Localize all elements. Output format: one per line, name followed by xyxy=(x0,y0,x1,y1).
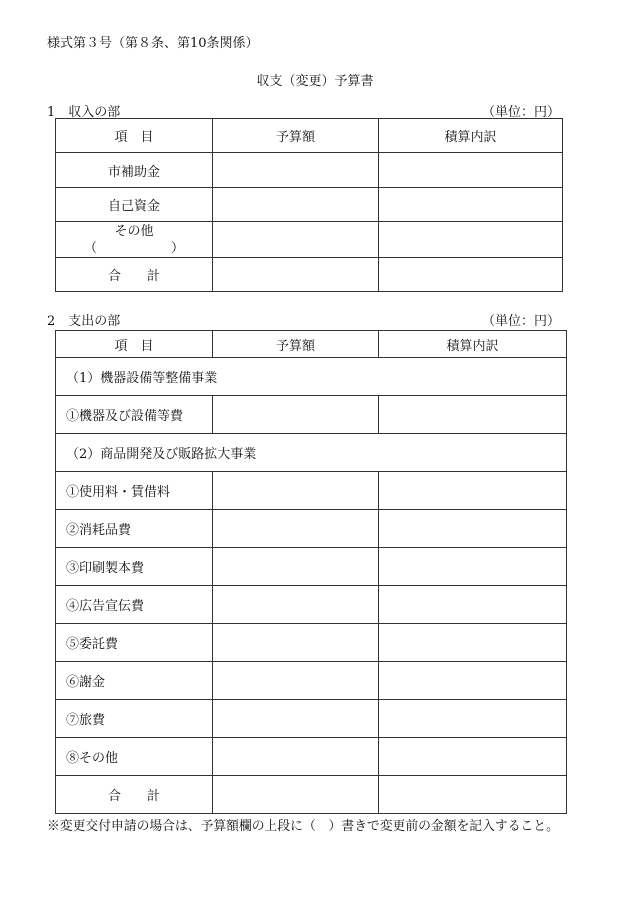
breakdown-cell[interactable] xyxy=(379,222,563,258)
header-breakdown: 積算内訳 xyxy=(379,119,563,153)
breakdown-cell[interactable] xyxy=(379,510,567,548)
footnote: ※変更交付申請の場合は、予算額欄の上段に（ ）書きで変更前の金額を記入すること。 xyxy=(47,819,559,834)
expense-unit: （単位：円） xyxy=(481,314,560,329)
budget-cell[interactable] xyxy=(213,472,379,510)
breakdown-cell[interactable] xyxy=(379,738,567,776)
breakdown-cell[interactable] xyxy=(379,700,567,738)
budget-cell[interactable] xyxy=(213,396,379,434)
budget-cell[interactable] xyxy=(213,222,379,258)
header-item: 項 目 xyxy=(56,119,213,153)
breakdown-cell[interactable] xyxy=(379,472,567,510)
budget-cell[interactable] xyxy=(213,510,379,548)
breakdown-cell[interactable] xyxy=(379,586,567,624)
item-label: ⑤委託費 xyxy=(56,624,213,662)
expense-heading: 2 支出の部 xyxy=(47,314,121,329)
row-label: 市補助金 xyxy=(56,153,213,188)
breakdown-cell[interactable] xyxy=(379,153,563,188)
item-label: ⑥謝金 xyxy=(56,662,213,700)
form-number: 様式第３号（第８条、第10条関係） xyxy=(47,36,259,51)
budget-cell[interactable] xyxy=(213,738,379,776)
budget-cell[interactable] xyxy=(213,153,379,188)
item-label: ③印刷製本費 xyxy=(56,548,213,586)
paren-open: （ xyxy=(84,240,98,256)
income-unit: （単位：円） xyxy=(481,105,560,120)
breakdown-cell[interactable] xyxy=(379,548,567,586)
income-heading: 1 収入の部 xyxy=(47,105,121,120)
income-table xyxy=(55,118,563,292)
other-label-cell xyxy=(56,222,213,258)
budget-cell[interactable] xyxy=(213,776,379,814)
header-budget: 予算額 xyxy=(213,119,379,153)
breakdown-cell[interactable] xyxy=(379,776,567,814)
other-label: その他 xyxy=(114,223,154,239)
breakdown-cell[interactable] xyxy=(379,624,567,662)
header-breakdown: 積算内訳 xyxy=(379,331,567,358)
page-title: 収支（変更）予算書 xyxy=(256,74,374,89)
budget-cell[interactable] xyxy=(213,624,379,662)
budget-cell[interactable] xyxy=(213,586,379,624)
item-label: ①機器及び設備等費 xyxy=(56,396,213,434)
budget-cell[interactable] xyxy=(213,662,379,700)
item-label: ④広告宣伝費 xyxy=(56,586,213,624)
budget-cell[interactable] xyxy=(213,258,379,292)
breakdown-cell[interactable] xyxy=(379,662,567,700)
header-item: 項 目 xyxy=(56,331,213,358)
expense-table xyxy=(55,330,567,814)
item-label: ①使用料・賃借料 xyxy=(56,472,213,510)
other-parens xyxy=(56,240,212,257)
budget-cell[interactable] xyxy=(213,700,379,738)
item-label: ②消耗品費 xyxy=(56,510,213,548)
section-heading: （2）商品開発及び販路拡大事業 xyxy=(56,434,567,472)
budget-cell[interactable] xyxy=(213,548,379,586)
paren-close: ） xyxy=(170,240,184,256)
total-label: 合 計 xyxy=(56,776,213,814)
breakdown-cell[interactable] xyxy=(379,258,563,292)
section-heading: （1）機器設備等整備事業 xyxy=(56,358,567,396)
budget-cell[interactable] xyxy=(213,188,379,222)
breakdown-cell[interactable] xyxy=(379,188,563,222)
breakdown-cell[interactable] xyxy=(379,396,567,434)
item-label: ⑧その他 xyxy=(56,738,213,776)
header-budget: 予算額 xyxy=(213,331,379,358)
row-label: 自己資金 xyxy=(56,188,213,222)
total-label: 合 計 xyxy=(56,258,213,292)
item-label: ⑦旅費 xyxy=(56,700,213,738)
